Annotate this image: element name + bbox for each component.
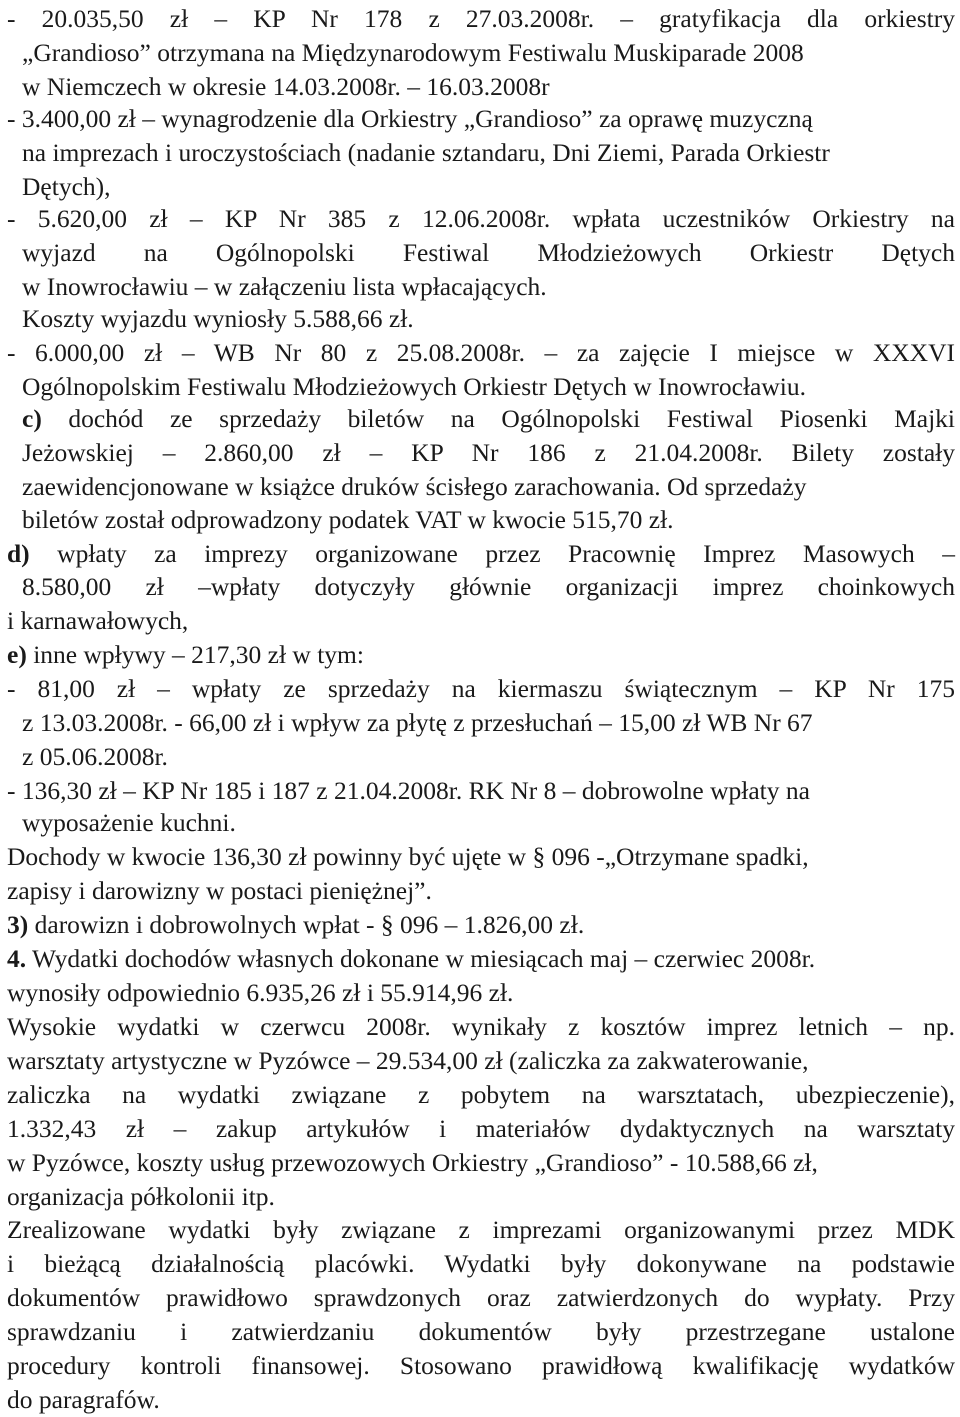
line-text: wpłaty za imprezy organizowane przez Pracownię Imprez Masowych – [29, 539, 955, 568]
line-text: Wydatki dochodów własnych dokonane w miesiącach maj – czerwiec 2008r. [26, 944, 816, 973]
list-marker: c) [22, 404, 42, 433]
text-line: 1.332,43 zł – zakup artykułów i materiałów dydaktycznych na warsztaty [7, 1114, 955, 1143]
text-line: w Inowrocławiu – w załączeniu lista wpłacających. [22, 272, 547, 301]
text-line: biletów został odprowadzony podatek VAT w kwocie 515,70 zł. [22, 505, 674, 534]
text-line: zapisy i darowizny w postaci pieniężnej”. [7, 876, 432, 905]
text-line: - 136,30 zł – KP Nr 185 i 187 z 21.04.2008r. RK Nr 8 – dobrowolne wpłaty na [7, 776, 810, 805]
text-line: na imprezach i uroczystościach (nadanie sztandaru, Dni Ziemi, Parada Orkiestr [22, 138, 830, 167]
text-line: z 05.06.2008r. [22, 742, 168, 771]
text-line: - 20.035,50 zł – KP Nr 178 z 27.03.2008r. – gratyfikacja dla orkiestry [7, 4, 955, 33]
text-line: wynosiły odpowiednio 6.935,26 zł i 55.914,96 zł. [7, 978, 514, 1007]
text-line: dokumentów prawidłowo sprawdzonych oraz zatwierdzonych do wypłaty. Przy [7, 1283, 955, 1312]
list-marker: 3) [7, 910, 29, 939]
text-line: - 81,00 zł – wpłaty ze sprzedaży na kiermaszu świątecznym – KP Nr 175 [7, 674, 955, 703]
text-line: Dętych), [22, 172, 111, 201]
text-line: i karnawałowych, [7, 606, 189, 635]
text-line: Zrealizowane wydatki były związane z imprezami organizowanymi przez MDK [7, 1215, 955, 1244]
text-line: „Grandioso” otrzymana na Międzynarodowym Festiwalu Muskiparade 2008 [22, 38, 804, 67]
line-text: darowizn i dobrowolnych wpłat - § 096 – 1.826,00 zł. [28, 910, 585, 939]
text-line: sprawdzaniu i zatwierdzaniu dokumentów były przestrzegane ustalone [7, 1317, 955, 1346]
text-line: - 6.000,00 zł – WB Nr 80 z 25.08.2008r. – za zajęcie I miejsce w XXXVI [7, 338, 955, 367]
text-line [7, 942, 815, 976]
text-line: organizacja półkolonii itp. [7, 1182, 275, 1211]
text-line [7, 908, 584, 942]
text-line: Jeżowskiej – 2.860,00 zł – KP Nr 186 z 21.04.2008r. Bilety zostały [22, 438, 955, 467]
text-line: Koszty wyjazdu wyniosły 5.588,66 zł. [22, 304, 414, 333]
text-line: w Niemczech w okresie 14.03.2008r. – 16.03.2008r [22, 72, 550, 101]
line-text: inne wpływy – 217,30 zł w tym: [26, 640, 364, 669]
text-line: - 3.400,00 zł – wynagrodzenie dla Orkiestry „Grandioso” za oprawę muzyczną [7, 104, 813, 133]
list-marker: d) [7, 539, 30, 568]
text-line: zaliczka na wydatki związane z pobytem na warsztatach, ubezpieczenie), [7, 1080, 955, 1109]
text-line: warsztaty artystyczne w Pyzówce – 29.534,00 zł (zaliczka za zakwaterowanie, [7, 1046, 809, 1075]
text-line: 8.580,00 zł –wpłaty dotyczyły głównie organizacji imprez choinkowych [22, 572, 955, 601]
text-line: zaewidencjonowane w książce druków ścisłego zarachowania. Od sprzedaży [22, 472, 807, 501]
text-line [7, 638, 364, 672]
text-line [7, 537, 955, 571]
text-line: wyjazd na Ogólnopolski Festiwal Młodzieżowych Orkiestr Dętych [22, 238, 955, 267]
text-line [22, 402, 955, 436]
text-line: procedury kontroli finansowej. Stosowano prawidłową kwalifikację wydatków [7, 1351, 955, 1380]
text-line: Dochody w kwocie 136,30 zł powinny być ujęte w § 096 -„Otrzymane spadki, [7, 842, 809, 871]
text-line: w Pyzówce, koszty usług przewozowych Orkiestry „Grandioso” - 10.588,66 zł, [7, 1148, 818, 1177]
list-marker: 4. [7, 944, 27, 973]
text-line: i bieżącą działalnością placówki. Wydatki były dokonywane na podstawie [7, 1249, 955, 1278]
text-line: - 5.620,00 zł – KP Nr 385 z 12.06.2008r. wpłata uczestników Orkiestry na [7, 204, 955, 233]
text-line: Ogólnopolskim Festiwalu Młodzieżowych Orkiestr Dętych w Inowrocławiu. [22, 372, 806, 401]
list-marker: e) [7, 640, 27, 669]
line-text: dochód ze sprzedaży biletów na Ogólnopolski Festiwal Piosenki Majki [41, 404, 955, 433]
text-line: do paragrafów. [7, 1385, 160, 1414]
text-line: z 13.03.2008r. - 66,00 zł i wpływ za płytę z przesłuchań – 15,00 zł WB Nr 67 [22, 708, 813, 737]
text-line: Wysokie wydatki w czerwcu 2008r. wynikały z kosztów imprez letnich – np. [7, 1012, 955, 1041]
text-line: wyposażenie kuchni. [22, 808, 236, 837]
